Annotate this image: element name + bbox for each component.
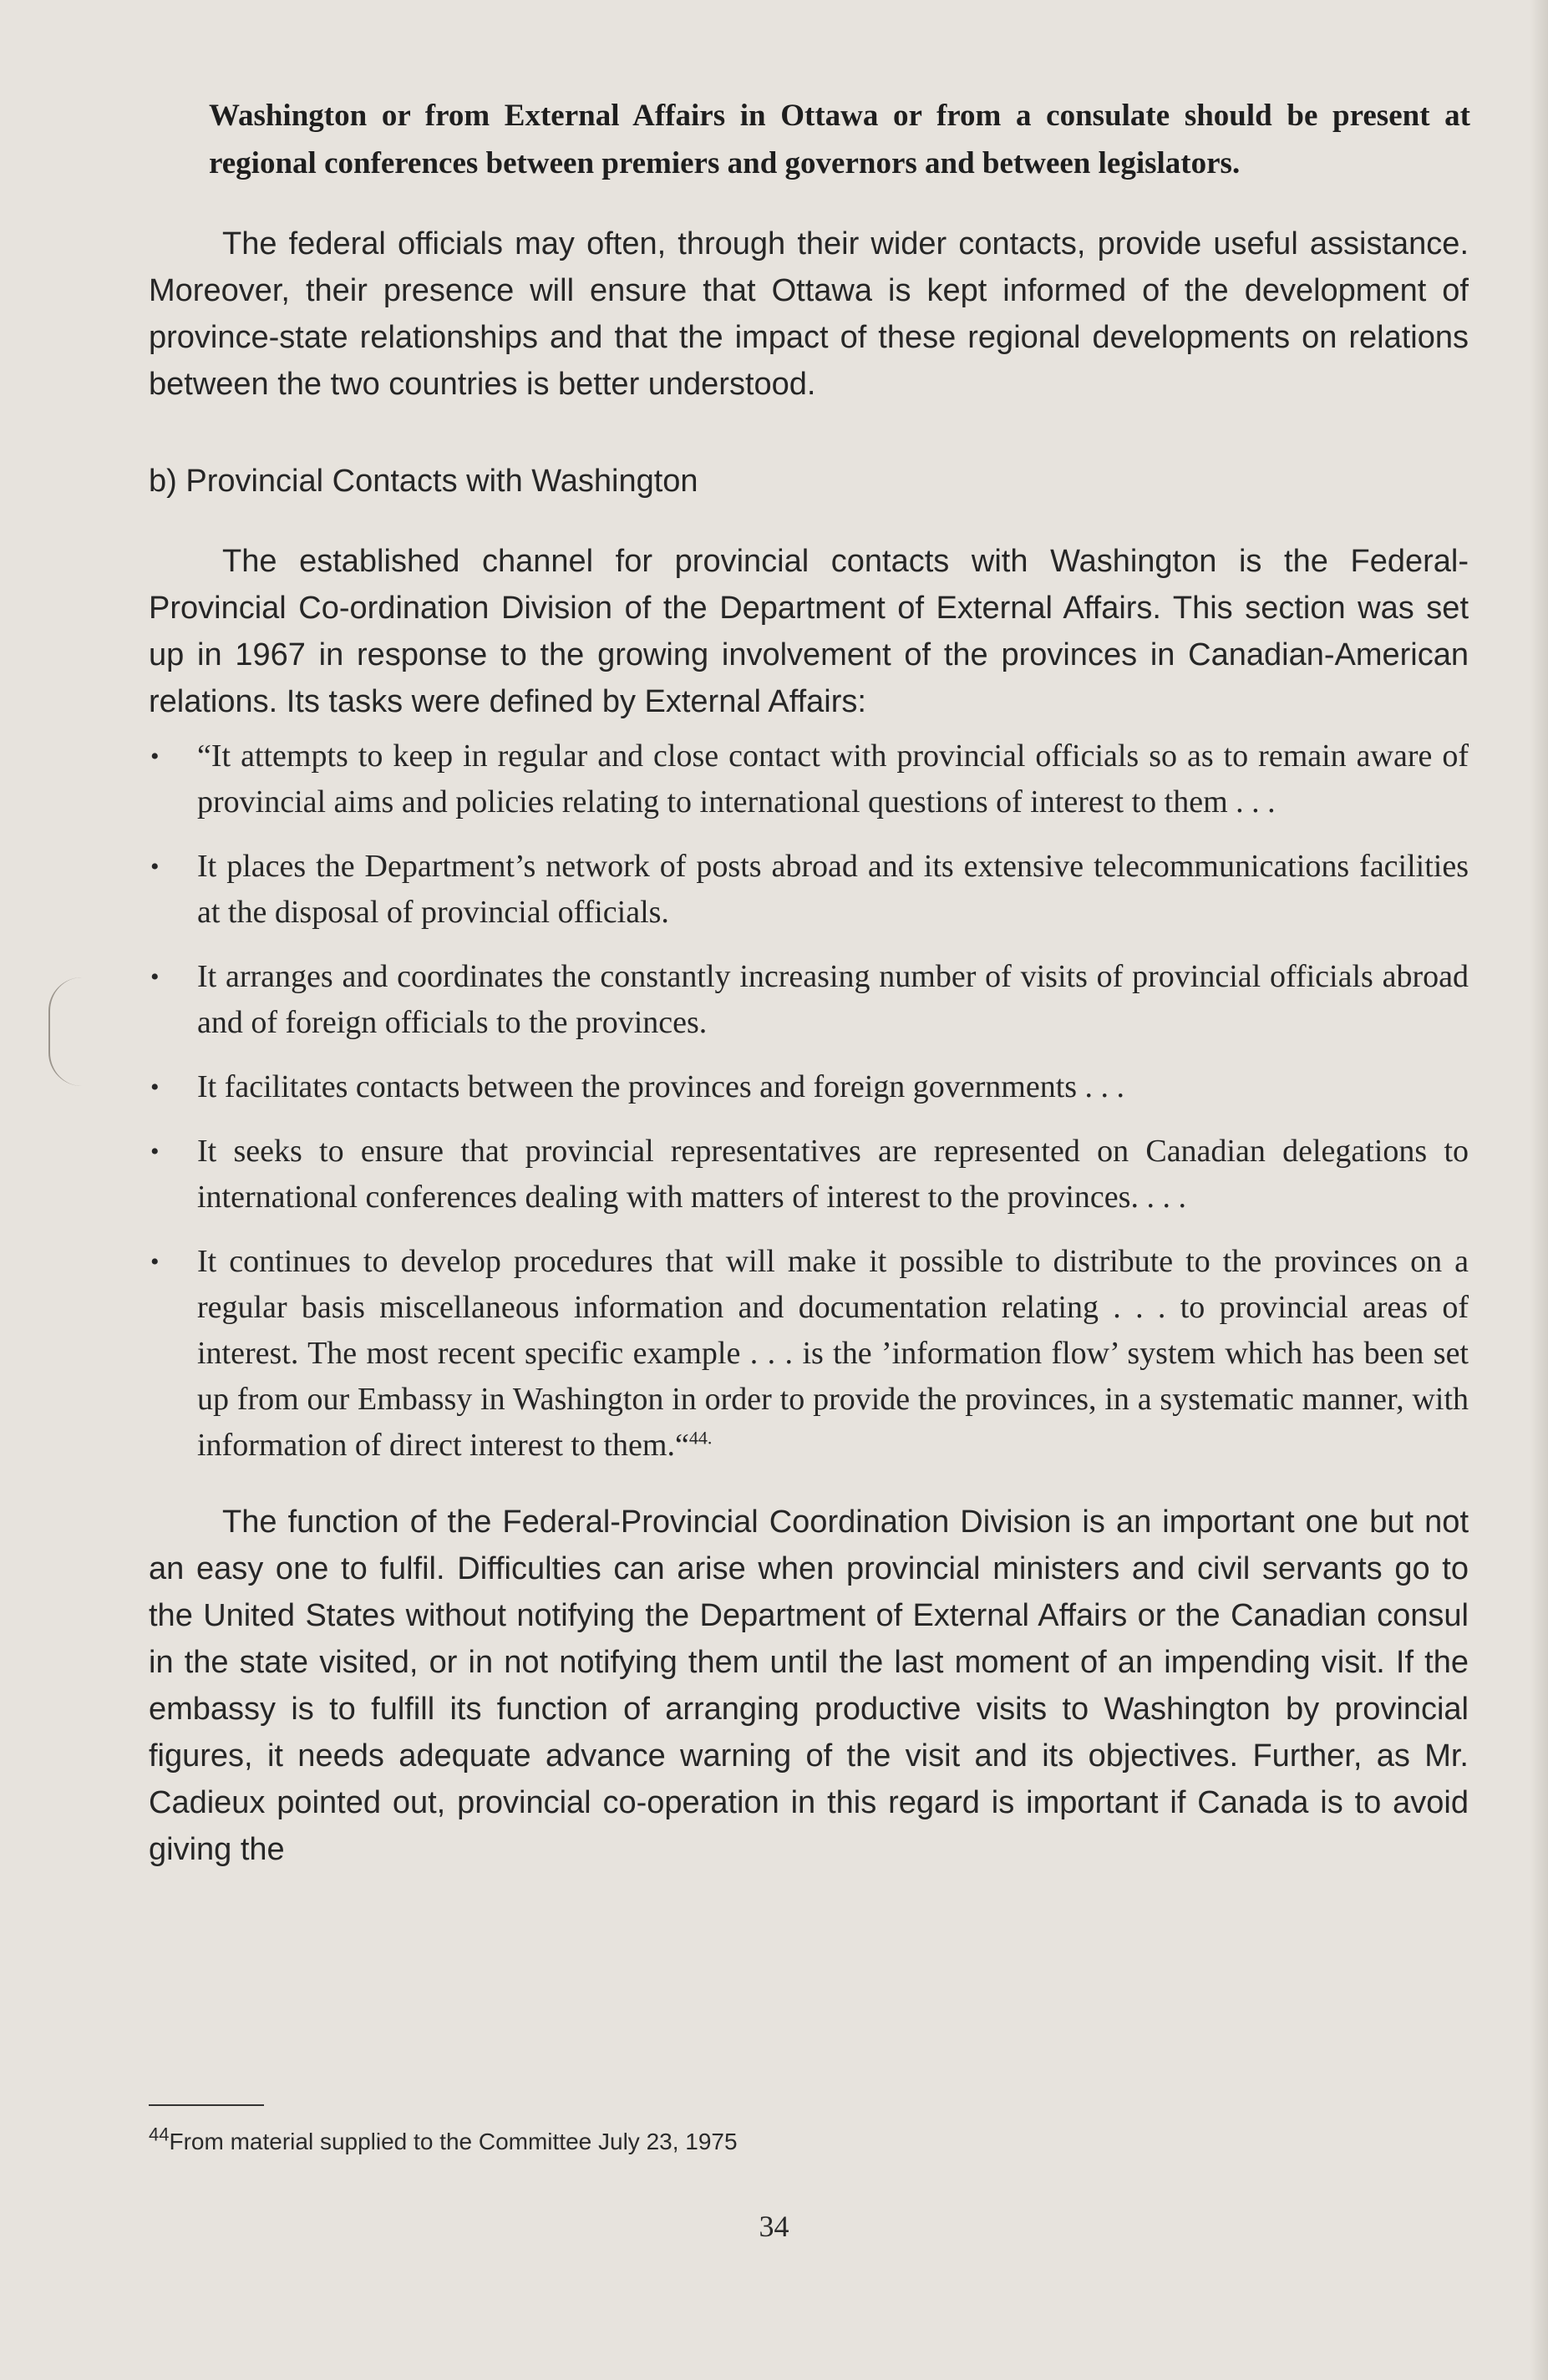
bullet-icon: • bbox=[150, 1138, 160, 1165]
section-heading: b) Provincial Contacts with Washington bbox=[149, 464, 698, 499]
list-item bbox=[149, 733, 1469, 825]
paragraph-established-channel: The established channel for provincial contacts with Washington is the Federal-Provincial Co-ordination Division of the Department of External Affairs. This section was set up in 1967 in response to the growing involvement of the provinces in Canadian-American relations. Its tasks were defined by External Affairs: bbox=[149, 544, 1469, 719]
margin-pencil-mark bbox=[48, 977, 92, 1086]
list-item bbox=[149, 844, 1469, 936]
page-number: 34 bbox=[759, 2210, 789, 2243]
list-item-text: “It attempts to keep in regular and close contact with provincial officials so as to remain aware of provincial aims and policies relating to international questions of interest to them . . . bbox=[197, 738, 1469, 820]
page-edge-shadow bbox=[1530, 0, 1548, 2380]
opening-bold-paragraph: Washington or from External Affairs in Ottawa or from a consulate should be present at regional conferences between premiers and governors and between legislators. bbox=[209, 99, 1470, 180]
paragraph-division-function: The function of the Federal-Provincial Coordination Division is an important one but not an easy one to fulfil. Difficulties can arise when provincial ministers and civil servants go to the United States without notifying the Department of External Affairs or the Canadian consul in the state visited, or in not notifying them until the last moment of an impending visit. If the embassy is to fulfill its function of arranging productive visits to Washington by provincial figures, it needs adequate advance warning of the visit and its objectives. Further, as Mr. Cadieux pointed out, provincial co-operation in this regard is important if Canada is to avoid giving the bbox=[149, 1505, 1469, 1867]
list-item-text: It facilitates contacts between the provinces and foreign governments . . . bbox=[197, 1069, 1125, 1104]
bullet-icon: • bbox=[150, 1248, 160, 1276]
paragraph-federal-officials: The federal officials may often, through their wider contacts, provide useful assistance. Moreover, their presence will ensure that Ottawa is kept informed of the development of province-state relationships and that the impact of these regional developments on relations between the two countries is better understood. bbox=[149, 226, 1469, 402]
list-item-text: It places the Department’s network of posts abroad and its extensive telecommunications facilities at the disposal of provincial officials. bbox=[197, 849, 1469, 930]
list-item bbox=[149, 954, 1469, 1046]
bullet-icon: • bbox=[150, 853, 160, 880]
bullet-icon: • bbox=[150, 743, 160, 770]
list-item-text: It continues to develop procedures that will make it possible to distribute to the provinces on a regular basis miscellaneous information and documentation relating . . . to provincial areas of interest. The most recent specific example . . . is the ’information flow’ system which has been set up from our Embassy in Washington in order to provide the provinces, in a systematic manner, with information of direct interest to them.“ bbox=[197, 1244, 1469, 1463]
list-item bbox=[149, 1129, 1469, 1220]
footnote-number: 44 bbox=[149, 2124, 170, 2145]
page-body bbox=[149, 92, 1469, 1873]
footnote-text: From material supplied to the Committee July 23, 1975 bbox=[169, 2129, 738, 2154]
footnote bbox=[149, 2124, 738, 2157]
list-item bbox=[149, 1064, 1469, 1110]
list-item bbox=[149, 1239, 1469, 1469]
bullet-icon: • bbox=[150, 1073, 160, 1101]
list-item-text: It arranges and coordinates the constantly increasing number of visits of provincial officials abroad and of foreign officials to the provinces. bbox=[197, 959, 1469, 1040]
bullet-icon: • bbox=[150, 963, 160, 991]
list-item-text: It seeks to ensure that provincial representatives are represented on Canadian delegations to international conferences dealing with matters of interest to the provinces. . . . bbox=[197, 1134, 1469, 1215]
footnote-divider bbox=[149, 2104, 264, 2106]
footnote-reference: 44. bbox=[688, 1427, 713, 1449]
tasks-list bbox=[149, 733, 1469, 1469]
